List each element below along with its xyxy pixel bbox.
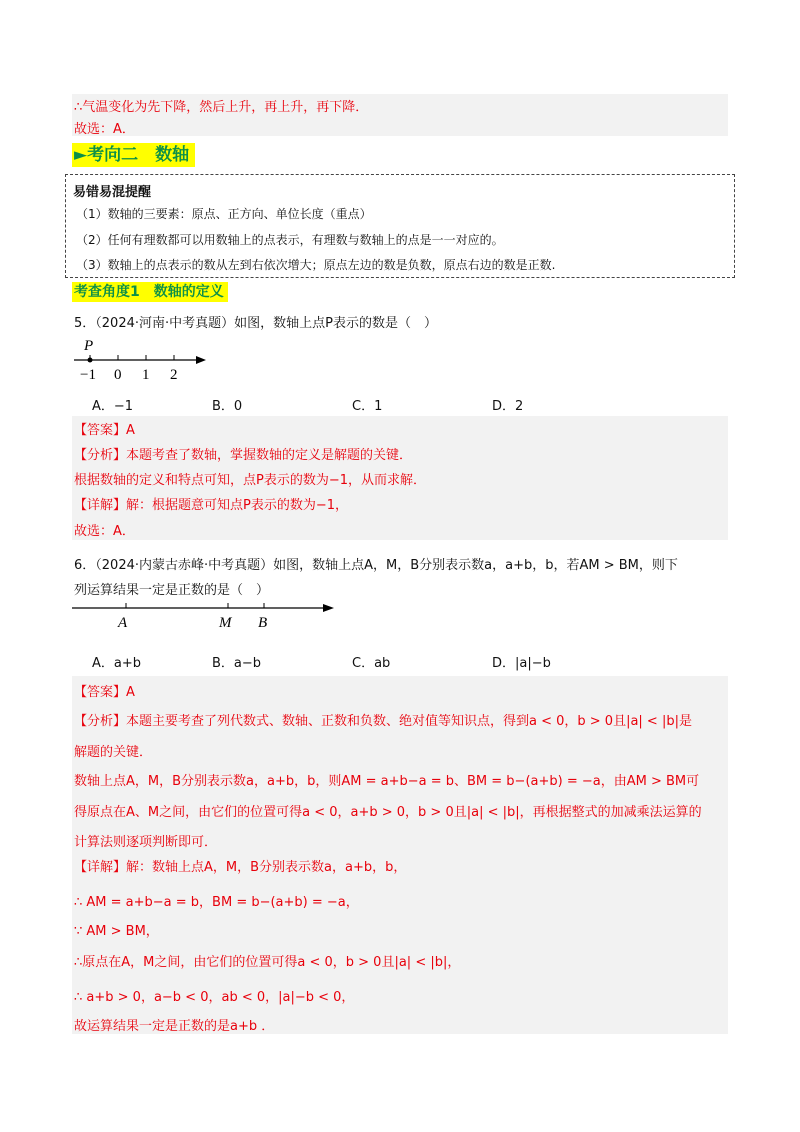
section-heading: ►考向二 数轴: [72, 143, 195, 167]
q6-option-a: A．a+b: [92, 656, 142, 671]
angle-heading: 考查角度1 数轴的定义: [72, 282, 228, 302]
q5-tick-label: 1: [142, 367, 150, 383]
q5-point-label: P: [84, 338, 94, 354]
q5-option-b: B．0: [212, 399, 243, 414]
q6-point-label: A: [118, 615, 128, 631]
q5-answer: 【答案】A: [74, 423, 135, 438]
q6-option-b: B．a−b: [212, 656, 262, 671]
q5-analysis-1: 【分析】本题考查了数轴，掌握数轴的定义是解题的关键．: [74, 448, 413, 463]
q6-detail-6: 故运算结果一定是正数的是a+b ．: [74, 1019, 275, 1034]
previous-choose-line: 故选：A．: [74, 122, 135, 137]
q5-stem: 5．（2024·河南·中考真题）如图，数轴上点P表示的数是（ ）: [74, 316, 437, 331]
tips-title: 易错易混提醒: [73, 185, 152, 200]
tips-box: [65, 174, 735, 278]
q5-point-p: [88, 358, 93, 363]
q6-analysis-4: 得原点在A、M之间，由它们的位置可得a < 0，a+b > 0，b > 0且|a| < |b|，再根据整式的加减乘法运算的: [74, 805, 702, 820]
q6-solution-block: [72, 676, 728, 1034]
q6-point-label: B: [258, 615, 268, 631]
q6-detail-3: ∵ AM > BM，: [74, 924, 159, 939]
previous-solution-line: ∴气温变化为先下降，然后上升，再上升，再下降．: [74, 100, 369, 115]
q5-number-line-figure: [68, 333, 213, 385]
q6-analysis-3: 数轴上点A，M，B分别表示数a，a+b，b，则AM = a+b−a = b、BM = b−(a+b) = −a，由AM > BM可: [74, 774, 700, 789]
tips-item-2: （2）任何有理数都可以用数轴上的点表示，有理数与数轴上的点是一一对应的。: [76, 233, 504, 247]
q6-analysis-1: 【分析】本题主要考查了列代数式、数轴、正数和负数、绝对值等知识点，得到a < 0，b > 0且|a| < |b|是: [74, 714, 692, 729]
q6-answer: 【答案】A: [74, 685, 135, 700]
q6-number-line-figure: [68, 598, 348, 634]
q6-stem-line-1: 6．（2024·内蒙古赤峰·中考真题）如图，数轴上点A，M，B分别表示数a，a+b，b，若AM > BM，则下: [74, 558, 678, 573]
q5-tick-label: 2: [170, 367, 178, 383]
q6-analysis-5: 计算法则逐项判断即可．: [74, 835, 218, 850]
q6-detail-4: ∴原点在A，M之间，由它们的位置可得a < 0，b > 0且|a| < |b|，: [74, 955, 461, 970]
tips-item-1: （1）数轴的三要素：原点、正方向、单位长度（重点）: [76, 207, 372, 221]
q6-analysis-2: 解题的关键．: [74, 745, 153, 760]
q5-tick-label: −1: [80, 367, 96, 383]
q6-detail-5: ∴ a+b > 0，a−b < 0，ab < 0，|a|−b < 0，: [74, 990, 355, 1005]
q5-option-c: C．1: [352, 399, 383, 414]
q5-analysis-2: 根据数轴的定义和特点可知，点P表示的数为−1，从而求解．: [74, 473, 427, 488]
q6-option-d: D．|a|−b: [492, 656, 551, 671]
q5-option-a: A．−1: [92, 399, 134, 414]
q5-tick-label: 0: [114, 367, 122, 383]
q5-choose: 故选：A．: [74, 524, 135, 539]
q5-option-d: D．2: [492, 399, 524, 414]
q6-detail-1: 【详解】解：数轴上点A，M，B分别表示数a，a+b，b，: [74, 860, 407, 875]
tips-item-3: （3）数轴上的点表示的数从左到右依次增大；原点左边的数是负数，原点右边的数是正数.: [76, 258, 556, 272]
q6-option-c: C．ab: [352, 656, 391, 671]
q6-stem-line-2: 列运算结果一定是正数的是（ ）: [74, 583, 270, 598]
q6-detail-2: ∴ AM = a+b−a = b，BM = b−(a+b) = −a，: [74, 895, 359, 910]
q6-point-label: M: [219, 615, 232, 631]
q5-detail: 【详解】解：根据题意可知点P表示的数为−1，: [74, 498, 349, 513]
